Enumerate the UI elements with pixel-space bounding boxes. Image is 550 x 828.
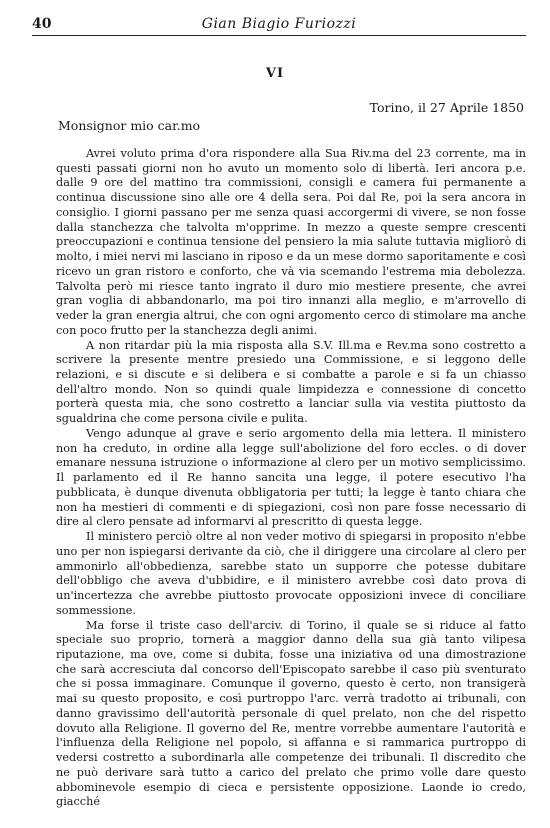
- header-rule: [32, 35, 526, 36]
- letter-salutation: Monsignor mio car.mo: [58, 118, 201, 133]
- chapter-number: VI: [265, 66, 285, 81]
- page-header: [32, 14, 526, 36]
- paragraph: Avrei voluto prima d'ora rispondere alla Sua Riv.ma del 23 corrente, ma in questi passati giorni non ho avuto un momento solo di libertà. Ieri ancora p.e. dalle 9 ore del mattino tra commissioni, consigli e camera fui permanente a continua discussione sino alle ore 4 della sera. Poi dal Re, poi la sera ancora in consiglio. I giorni passano per me senza quasi accorgermi di vivere, se non fosse dalla stanchezza che talvolta m'opprime. In mezzo a queste sempre crescenti preoccupazioni e continua tensione del pensiero la mia salute tuttavia migliorò di molto, i miei nervi mi lasciano in riposo e da un mese dormo saporitamente e così ricevo un gran ristoro e conforto, che và via scemando l'estrema mia debolezza. Talvolta però mi riesce tanto ingrato il duro mio mestiere presente, che avrei gran voglia di abbandonarlo, ma poi tiro innanzi alla meglio, e m'arrovello di veder la gran energia altrui, che con ogni argomento cerco di stimolare ma anche con poco frutto per la stanchezza degli animi.: [56, 147, 526, 337]
- paragraph: Ma forse il triste caso dell'arciv. di Torino, il quale se si riduce al fatto speciale suo proprio, tornerà a maggior danno della sua già tanto vilipesa riputazione, ma ove, come si dubita, fosse una iniziativa od una dimostrazione che sarà accresciuta dal concorso dell'Episcopato sarebbe il caso più sventurato che si possa immaginare. Comunque il governo, questo è certo, non transigerà mai su questo proposito, e così purtroppo l'arc. verrà tradotto ai tribunali, con danno gravissimo dell'autorità personale di quel prelato, non che del rispetto dovuto alla Religione. Il governo del Re, mentre vorrebbe aumentare l'autorità e l'influenza della Religione nel popolo, si affanna e si rammarica purtroppo di vedersi costretto a subordinarla alle competenze dei tribunali. Il discredito che ne può derivare sarà tutto a carico del prelato che primo volle dare questo abbominevole esempio di cieca e persistente opposizione. Laonde io credo, giacché: [56, 618, 526, 809]
- paragraph: Vengo adunque al grave e serio argomento della mia lettera. Il ministero non ha creduto, in ordine alla legge sull'abolizione del foro eccles. o di dover emanare nessuna istruzione o informazione al clero per un motivo semplicissimo. Il parlamento ed il Re hanno sancita una legge, il potere esecutivo l'ha pubblicata, è dunque divenuta obbligatoria per tutti; la legge è tanto chiara che non ha mestieri di commenti e di spiegazioni, così non pare fosse necessario di dire al clero pensate ad informarvi al prescritto di questa legge.: [56, 426, 526, 529]
- running-title: Gian Biagio Furiozzi: [201, 16, 357, 32]
- letter-dateline: Torino, il 27 Aprile 1850: [369, 100, 524, 115]
- paragraph: A non ritardar più la mia risposta alla S.V. Ill.ma e Rev.ma sono costretto a scrivere la presente mentre presiedo una Commissione, e si leggono delle relazioni, e si discute e si delibera e si combatte a parole e si fa un chiasso dell'altro mondo. Non so quindi quale limpidezza e connessione di concetto porterà questa mia, che sono costretto a lanciar sulla via vestita piuttosto da sgualdrina che come persona civile e pulita.: [56, 338, 526, 426]
- letter-body: [56, 147, 526, 810]
- paragraph: Il ministero perciò oltre al non veder motivo di spiegarsi in proposito n'ebbe uno per non ispiegarsi derivante da ciò, che il diriggere una circolare al clero per ammonirlo all'obbedienza, sarebbe stato un supporre che potesse dubitare dell'obbligo che aveva d'ubbidire, e il ministero avrebbe così dato prova di un'incertezza che avrebbe piuttosto provocate opposizioni invece di conciliare sommessione.: [56, 530, 526, 617]
- page-number: 40: [32, 16, 52, 32]
